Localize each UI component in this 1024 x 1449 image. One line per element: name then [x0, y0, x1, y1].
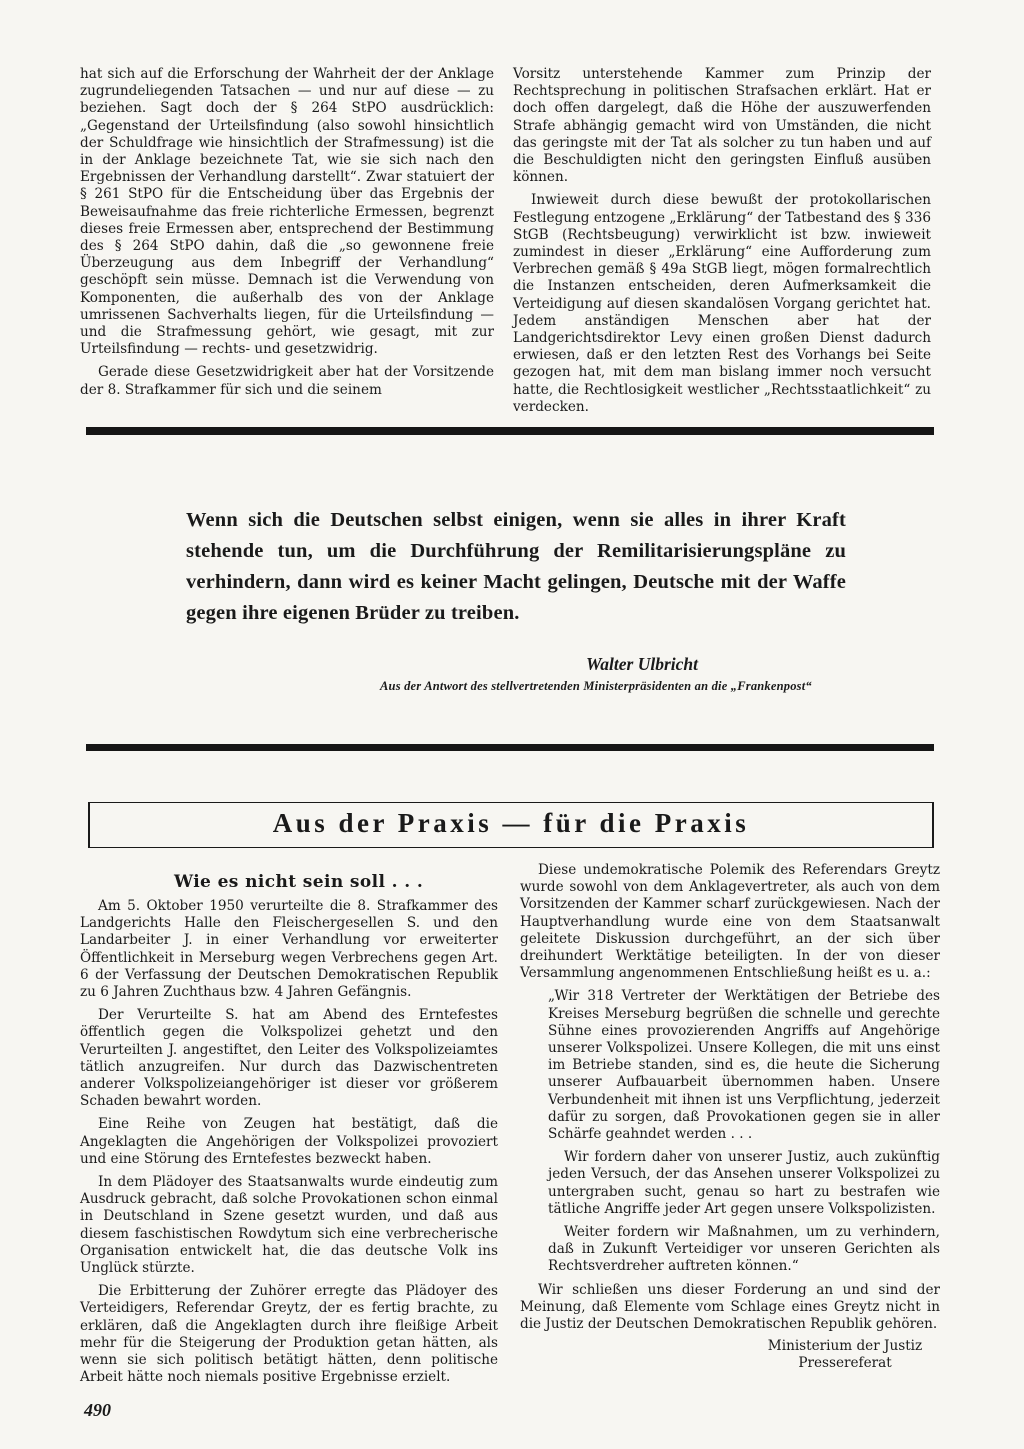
divider-rule [86, 744, 934, 751]
paragraph: Die Erbitterung der Zuhörer erregte das Plädoyer des Verteidigers, Referendar Greytz, der es fertig brachte, zu erklären, daß die Angeklagten durch ihre fleißige Arbeit mehr für die Steigerung der Produktion getan hätten, als wenn sie sich politisch betätigt hätten, denn politische Arbeit hätte noch niemals positive Ergebnisse erzielt. [80, 1283, 498, 1386]
bottom-left-column [80, 898, 498, 1392]
paragraph: Gerade diese Gesetzwidrigkeit aber hat der Vorsitzende der 8. Strafkammer für sich und die seinem [80, 364, 494, 398]
section-title: Aus der Praxis — für die Praxis [272, 808, 750, 838]
paragraph: hat sich auf die Erforschung der Wahrheit der der Anklage zugrundeliegenden Tatsachen — und nur auf diese — zu beziehen. Sagt doch der § 264 StPO ausdrücklich: „Gegenstand der Urteilsfindung (also sowohl hinsichtlich der Schuldfrage wie hinsichtlich der Strafmessung) ist die in der Anklage bezeichnete Tat, wie sie sich nach den Ergebnissen der Verhandlung darstellt“. Zwar statuiert der § 261 StPO für die Entscheidung über das Ergebnis der Beweisaufnahme das freie richterliche Ermessen, begrenzt dieses freie Ermessen aber, entsprechend der Bestimmung des § 264 StPO dahin, daß die „so gewonnene freie Überzeugung aus dem Inbegriff der Verhandlung“ geschöpft sein müsse. Demnach ist die Verwendung von Komponenten, die außerhalb des von der Anklage umrissenen Sachverhalts liegen, für die Urteilsfindung — und die Strafmessung gehört, wie gesagt, mit zur Urteilsfindung — rechts- und gesetzwidrig. [80, 66, 494, 358]
page-number: 490 [84, 1400, 111, 1420]
paragraph: Am 5. Oktober 1950 verurteilte die 8. Strafkammer des Landgerichts Halle den Fleischergesellen S. und den Landarbeiter J. in einer Verhandlung vor erweiterter Öffentlichkeit in Merseburg wegen Verbrechens gegen Art. 6 der Verfassung der Deutschen Demokratischen Republik zu 6 Jahren Zuchthaus bzw. 4 Jahren Gefängnis. [80, 898, 498, 1001]
top-left-column [80, 66, 494, 405]
paragraph: Der Verurteilte S. hat am Abend des Erntefestes öffentlich gegen die Volkspolizei gehetzt und den Verurteilten J. angestiftet, den Leiter des Volkspolizeiamtes tätlich anzugreifen. Nur durch das Dazwischentreten anderer Volkspolizeiangehöriger ist dieser vor größerem Schaden bewahrt worden. [80, 1007, 498, 1110]
resolution-paragraph: „Wir 318 Vertreter der Werktätigen der Betriebe des Kreises Merseburg begrüßen die schnelle und gerechte Sühne eines provozierenden Angriffs auf Angehörige unserer Volkspolizei. Unsere Kollegen, die mit uns einst im Betriebe standen, sind es, die heute die Sicherung unserer Aufbauarbeit übernommen haben. Unsere Verbundenheit mit ihnen ist uns Verpflichtung, jederzeit dafür zu sorgen, daß Provokationen gegen sie in aller Schärfe geahndet werden . . . [548, 988, 940, 1143]
article-title: Wie es nicht sein soll . . . [174, 872, 424, 892]
paragraph: Diese undemokratische Polemik des Referendars Greytz wurde sowohl von dem Anklagevertreter, als auch von dem Vorsitzenden der Kammer scharf zurückgewiesen. Nach der Hauptverhandlung wurde eine von dem Staatsanwalt geleitete Diskussion durchgeführt, an der sich über dreihundert Werktätige beteiligten. In der von dieser Versammlung angenommenen Entschließung heißt es u. a.: [520, 862, 940, 982]
divider-rule [86, 427, 934, 435]
paragraph: Eine Reihe von Zeugen hat bestätigt, daß die Angeklagten die Angehörigen der Volkspolizei provoziert und eine Störung des Erntefestes bezweckt haben. [80, 1116, 498, 1167]
quote-source: Aus der Antwort des stellvertretenden Ministerpräsidenten an die „Frankenpost“ [380, 679, 812, 693]
bottom-right-column [520, 862, 940, 1339]
resolution-paragraph: Weiter fordern wir Maßnahmen, um zu verhindern, daß in Zukunft Verteidiger vor unseren Gerichten als Rechtsverdreher auftreten können.“ [548, 1224, 940, 1275]
top-right-column [513, 66, 931, 422]
section-header-box [88, 802, 934, 848]
signature-block [740, 1338, 950, 1372]
resolution-paragraph: Wir fordern daher von unserer Justiz, auch zukünftig jeden Versuch, der das Ansehen unserer Volkspolizei zu untergraben sucht, genau so hart zu bestrafen wie tätliche Angriffe jeder Art gegen unsere Volkspolizisten. [548, 1149, 940, 1217]
quote-text: Wenn sich die Deutschen selbst einigen, wenn sie alles in ihrer Kraft stehende tun, um die Durchführung der Remilitarisierungspläne zu verhindern, dann wird es keiner Macht gelingen, Deutsche mit der Waffe gegen ihre eigenen Brüder zu treiben. [186, 509, 846, 624]
signature-line: Pressereferat [798, 1355, 892, 1372]
quote-author: Walter Ulbricht [586, 654, 698, 674]
paragraph: In dem Plädoyer des Staatsanwalts wurde eindeutig zum Ausdruck gebracht, daß solche Provokationen schon einmal in Deutschland in Szene gesetzt wurden, und daß aus diesem faschistischen Rowdytum sich eine verbrecherische Organisation entwickelt hat, die das deutsche Volk ins Unglück stürzte. [80, 1174, 498, 1277]
signature-line: Ministerium der Justiz [767, 1338, 923, 1354]
paragraph: Wir schließen uns dieser Forderung an und sind der Meinung, daß Elemente vom Schlage eines Greytz nicht in die Justiz der Deutschen Demokratischen Republik gehören. [520, 1281, 940, 1333]
paragraph: Vorsitz unterstehende Kammer zum Prinzip der Rechtsprechung in politischen Strafsachen erklärt. Hat er doch offen dargelegt, daß die Höhe der auszuwerfenden Strafe abhängig gemacht wird von Umständen, die nicht das geringste mit der Tat als solcher zu tun haben und auf die Beschuldigten nicht den geringsten Einfluß ausüben können. [513, 66, 931, 186]
paragraph: Inwieweit durch diese bewußt der protokollarischen Festlegung entzogene „Erklärung“ der Tatbestand des § 336 StGB (Rechtsbeugung) verwirklicht ist bzw. inwieweit zumindest in dieser „Erklärung“ eine Aufforderung zum Verbrechen gemäß § 49a StGB liegt, mögen formalrechtlich die Instanzen entscheiden, deren Aufmerksamkeit die Verteidigung auf diesen skandalösen Vorgang gerichtet hat. Jedem anständigen Menschen aber hat der Landgerichtsdirektor Levy einen großen Dienst dadurch erwiesen, daß er den letzten Rest des Vorhangs bei Seite gezogen hat, mit dem man bislang immer noch versucht hatte, die Rechtlosigkeit westlicher „Rechtsstaatlichkeit“ zu verdecken. [513, 192, 931, 415]
